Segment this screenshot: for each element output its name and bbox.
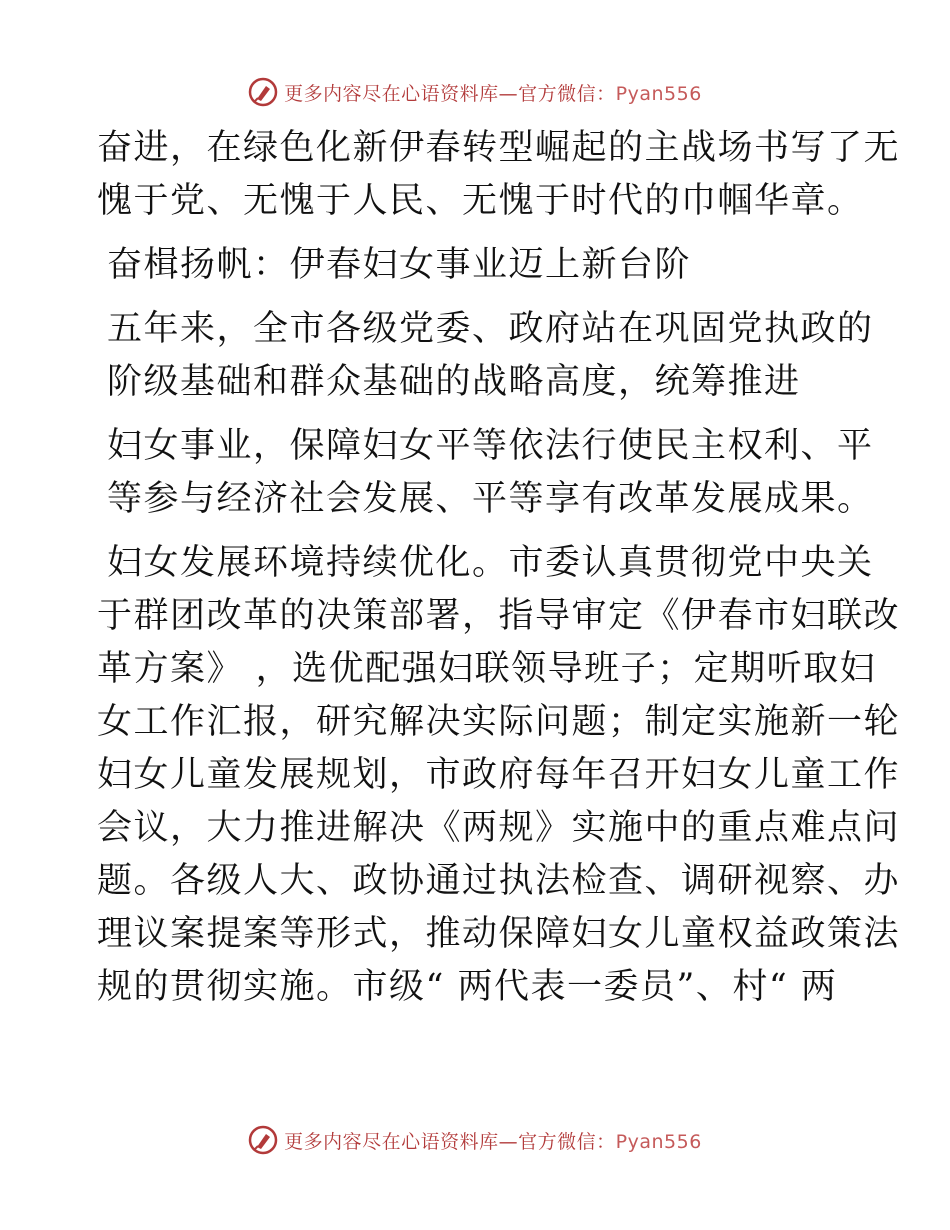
text-line: 愧于党、无愧于人民、无愧于时代的巾帼华章。 — [97, 181, 864, 221]
watermark-handle: Pyan556 — [615, 1130, 702, 1153]
section-heading — [97, 239, 857, 292]
paragraph-4 — [97, 420, 874, 526]
text-line: 女工作汇报，研究解决实际问题；制定实施新一轮 — [97, 702, 901, 742]
text-line: 妇女事业，保障妇女平等依法行使民主权利、平 — [107, 426, 874, 466]
paragraph-5 — [97, 537, 901, 1014]
text-line: 妇女儿童发展规划，市政府每年召开妇女儿童工作 — [97, 755, 901, 795]
paragraph-3 — [97, 303, 874, 409]
text-line: 题。各级人大、政协通过执法检查、调研视察、办 — [97, 861, 901, 901]
watermark-text: 更多内容尽在心语资料库—官方微信：Pyan556 — [284, 1130, 702, 1153]
text-line: 等参与经济社会发展、平等享有改革发展成果。 — [107, 479, 874, 519]
text-line: 于群团改革的决策部署，指导审定《伊春市妇联改 — [97, 596, 901, 636]
watermark-text: 更多内容尽在心语资料库—官方微信：Pyan556 — [284, 82, 702, 105]
text-line: 规的贯彻实施。市级“ 两代表一委员”、村“ 两 — [97, 967, 838, 1007]
text-line: 奋楫扬帆：伊春妇女事业迈上新台阶 — [107, 245, 692, 285]
watermark-banner-bottom — [0, 1120, 950, 1160]
paragraph-1 — [97, 122, 901, 228]
text-line: 会议，大力推进解决《两规》实施中的重点难点问 — [97, 808, 901, 848]
text-line: 奋进，在绿色化新伊春转型崛起的主战场书写了无 — [97, 128, 901, 168]
text-line: 革方案》 ，选优配强妇联领导班子；定期听取妇 — [97, 649, 877, 689]
pen-nib-logo-icon — [248, 77, 278, 107]
watermark-banner-top — [0, 72, 950, 112]
text-line: 五年来，全市各级党委、政府站在巩固党执政的 — [107, 309, 874, 349]
document-body — [97, 122, 901, 1014]
text-line: 阶级基础和群众基础的战略高度，统筹推进 — [107, 362, 801, 402]
text-line: 理议案提案等形式，推动保障妇女儿童权益政策法 — [97, 914, 901, 954]
text-line: 妇女发展环境持续优化。市委认真贯彻党中央关 — [107, 543, 874, 583]
watermark-handle: Pyan556 — [615, 82, 702, 105]
pen-nib-logo-icon — [248, 1125, 278, 1155]
